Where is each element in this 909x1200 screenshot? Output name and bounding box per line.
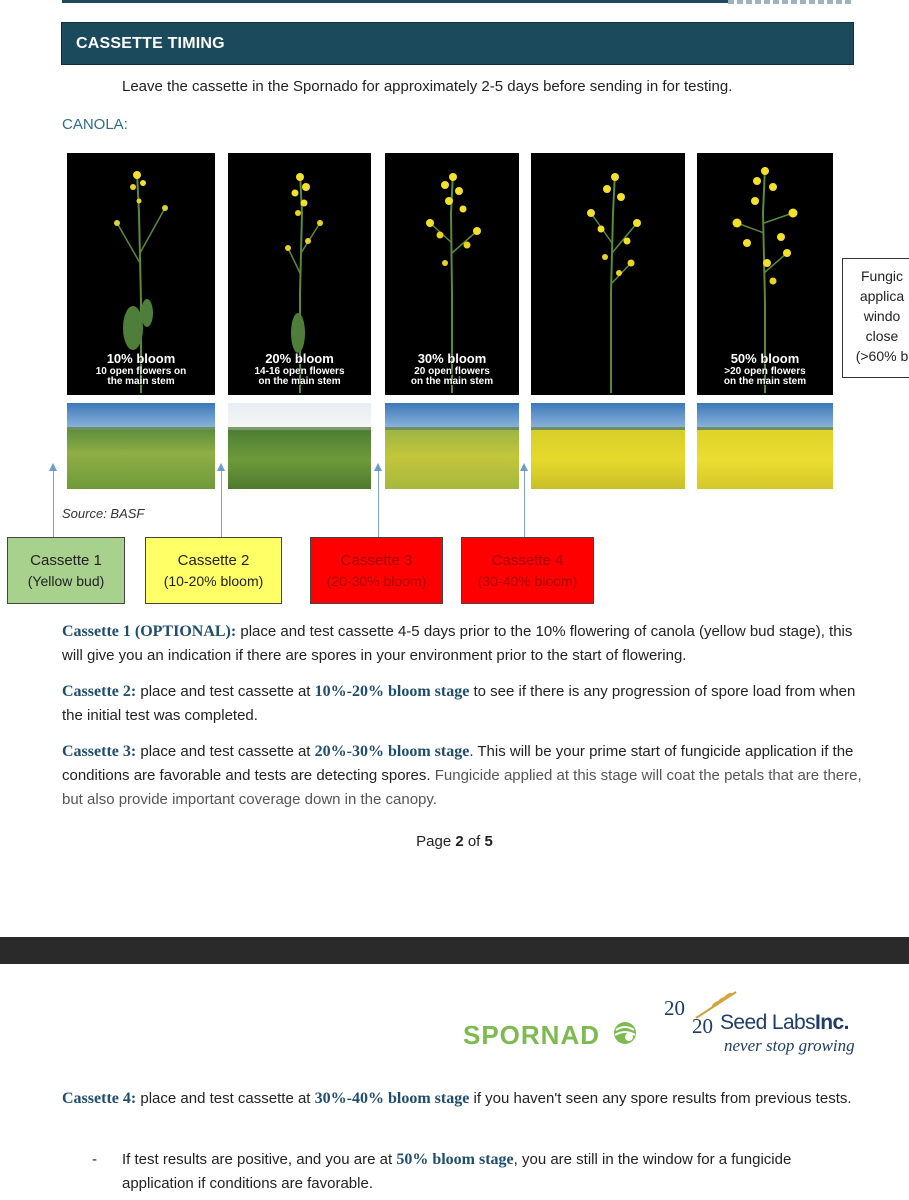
cassette-range: (20-30% bloom)	[326, 572, 427, 589]
source-caption: Source: BASF	[62, 506, 145, 521]
spornado-ball-icon	[612, 1020, 638, 1046]
canola-plant-image	[531, 153, 685, 395]
cassette-range: (Yellow bud)	[27, 572, 105, 589]
paragraph-cassette-2: Cassette 2: place and test cassette at 10%-20% bloom stage to see if there is any progression of spore load from when the initial test was completed.	[62, 683, 856, 724]
cassette-name: Cassette 4	[491, 551, 564, 569]
bloom-photo-20	[228, 153, 371, 395]
cassette-name: Cassette 3	[340, 551, 413, 569]
field-photo-30	[385, 403, 519, 489]
field-photo-10	[67, 403, 215, 489]
paragraph-cassette-1: Cassette 1 (OPTIONAL): place and test cassette 4-5 days prior to the 10% flowering of canola (yellow bud stage), this will give you an indication if there are spores in your environment prior to the start of flowering.	[62, 623, 853, 664]
cassette-name: Cassette 1	[30, 551, 102, 569]
bloom-title: 10% bloom	[106, 351, 176, 366]
arrow-cassette-3	[378, 470, 379, 537]
arrow-cassette-2	[221, 470, 222, 537]
spornado-logo: SPORNAD	[463, 1020, 601, 1050]
bloom-title: 30% bloom	[417, 351, 487, 366]
paragraph-cassette-4: Cassette 4: place and test cassette at 30%-40% bloom stage if you haven't seen any spore results from previous tests.	[62, 1090, 852, 1107]
bloom-subtitle: >20 open flowers on the main stem	[723, 366, 807, 387]
bloom-subtitle: 14-16 open flowers on the main stem	[254, 366, 345, 387]
paragraph-cassette-3: Cassette 3: place and test cassette at 20%-30% bloom stage. This will be your prime start of fungicide application if the conditions are favorable and tests are detecting spores. Fungicide applied at this stage will coat the petals that are there, but also provide important coverage down in the canopy.	[62, 743, 862, 808]
intro-text: Leave the cassette in the Spornado for approximately 2-5 days before sending in for testing.	[122, 78, 733, 95]
bloom-title: 20% bloom	[265, 351, 334, 366]
cassette-1-box	[7, 537, 125, 604]
bloom-photo-30	[385, 153, 519, 395]
arrow-cassette-4	[524, 470, 525, 537]
bloom-photo-50	[697, 153, 833, 395]
fungicide-window-note: Fungic applica windo close (>60% b	[842, 258, 909, 378]
section-header	[61, 22, 854, 65]
cassette-range: (10-20% bloom)	[163, 572, 264, 589]
cassette-name: Cassette 2	[177, 551, 250, 569]
section-header-title: CASSETTE TIMING	[76, 34, 225, 52]
bloom-subtitle: 10 open flowers on the main stem	[95, 366, 187, 387]
bloom-subtitle: 20 open flowers on the main stem	[410, 366, 494, 387]
cassette-4-box	[461, 537, 594, 604]
arrow-cassette-1	[53, 470, 54, 537]
seedlabs-logo: 20 20 Seed LabsInc. never stop growing	[662, 990, 862, 1060]
field-photo-20	[228, 403, 371, 489]
page-number: Page 2 of 5	[416, 833, 493, 850]
field-photo-50	[697, 403, 833, 489]
cassette-2-box	[145, 537, 282, 604]
page-break-bar	[0, 937, 909, 964]
bloom-title: 50% bloom	[730, 351, 800, 366]
canola-label: CANOLA:	[62, 116, 128, 133]
bloom-photo-10	[67, 153, 215, 395]
bloom-photo-40	[531, 153, 685, 395]
cassette-range: (30-40% bloom)	[477, 572, 578, 589]
field-photo-40	[531, 403, 685, 489]
cassette-3-box	[310, 537, 443, 604]
top-rule-tail	[728, 0, 854, 4]
